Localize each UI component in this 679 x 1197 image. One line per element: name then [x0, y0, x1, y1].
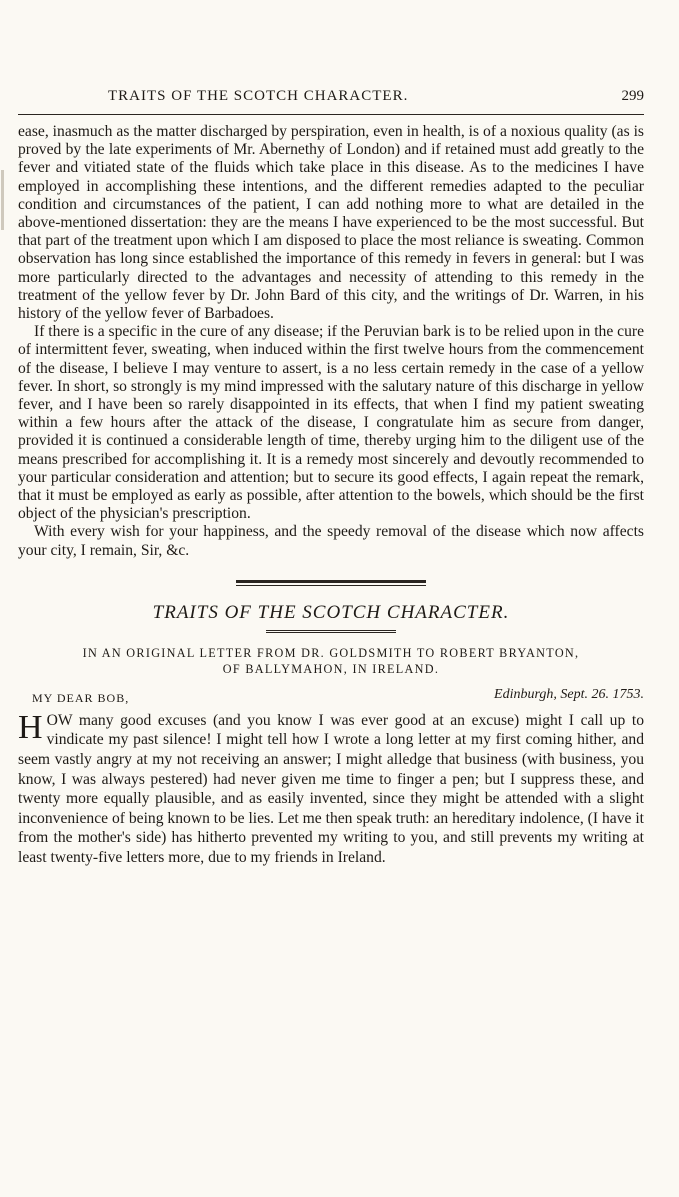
closing-paragraph: With every wish for your happiness, and the speedy removal of the disease which now affects your city, I remain, Sir, &c. [18, 523, 644, 559]
letter-paragraph-text: OW many good excuses (and you know I was ever good at an excuse) might I call up to vindicate my past silence! I might tell how I wrote a long letter at my first coming hither, and seem vastly angry at my not receiving an answer; I might alledge that business (with business, you know, I was always pestered) had never given me time to finger a pen; but I suppress these, and twenty more equally plausible, and as easily invented, since they might be attended with a slight inconvenience of being known to be lies. Let me then speak truth: an hereditary indolence, (I have it from the mother's side) has hitherto prevented my writing to you, and still prevents my writing at least twenty-five letters more, due to my friends in Ireland. [18, 711, 644, 867]
place-date: Edinburgh, Sept. 26. 1753. [494, 686, 644, 702]
salutation: MY DEAR BOB, [32, 690, 130, 705]
letter-continuation [18, 123, 644, 560]
section-divider [236, 580, 426, 586]
byline-line: OF BALLYMAHON, IN IRELAND. [222, 661, 440, 676]
body-paragraph: If there is a specific in the cure of any disease; if the Peruvian bark is to be relied upon in the cure of intermittent fever, sweating, when induced within the first twelve hours from the commencement of the disease, I believe I may venture to assert, is a no less certain remedy in the case of a yellow fever. In short, so strongly is my mind impressed with the salutary nature of this discharge in yellow fever, and I have been so rarely disappointed in its effects, that when I find my patient sweating within a few hours after the attack of the disease, I congratulate him as secure from danger, provided it is continued a considerable length of time, thereby urging him to the diligent use of the means prescribed for accomplishing it. It is a remedy most sincerely and devoutly recommended to your particular consideration and attention; but to secure its good effects, I again repeat the remark, that it must be employed as early as possible, after attention to the bowels, which should be the first object of the physician's prescription. [18, 323, 644, 523]
running-header [18, 88, 644, 112]
byline-line: IN AN ORIGINAL LETTER FROM DR. GOLDSMITH TO ROBERT BRYANTON, [82, 645, 580, 660]
letter-paragraph [18, 708, 644, 868]
page-number: 299 [621, 88, 644, 104]
salutation-row [18, 687, 644, 707]
book-page [18, 88, 644, 868]
letter-body [18, 708, 644, 868]
article-byline [18, 645, 644, 677]
running-title: TRAITS OF THE SCOTCH CHARACTER. [108, 88, 409, 104]
article-title: TRAITS OF THE SCOTCH CHARACTER. [152, 601, 510, 623]
title-underline [266, 630, 396, 633]
drop-cap: H [18, 708, 43, 746]
scan-edge-mark [1, 170, 4, 230]
header-rule [18, 114, 644, 115]
body-paragraph: ease, inasmuch as the matter discharged by perspiration, even in health, is of a noxious quality (as is proved by the late experiments of Mr. Abernethy of London) and if retained must add greatly to the fever and vitiated state of the fluids which take place in this disease. As to the medicines I have employed in accomplishing these intentions, and the different remedies adapted to the peculiar condition and circumstances of the patient, I can add nothing more to what are detailed in the above-mentioned dissertation: they are the means I have experienced to be the most successful. But that part of the treatment upon which I am disposed to place the most reliance is sweating. Common observation has long since established the importance of this remedy in fevers in general: but I was more particularly directed to the advantages and necessity of attending to this remedy in the treatment of the yellow fever by Dr. John Bard of this city, and the writings of Dr. Warren, in his history of the yellow fever of Barbadoes. [18, 123, 644, 323]
